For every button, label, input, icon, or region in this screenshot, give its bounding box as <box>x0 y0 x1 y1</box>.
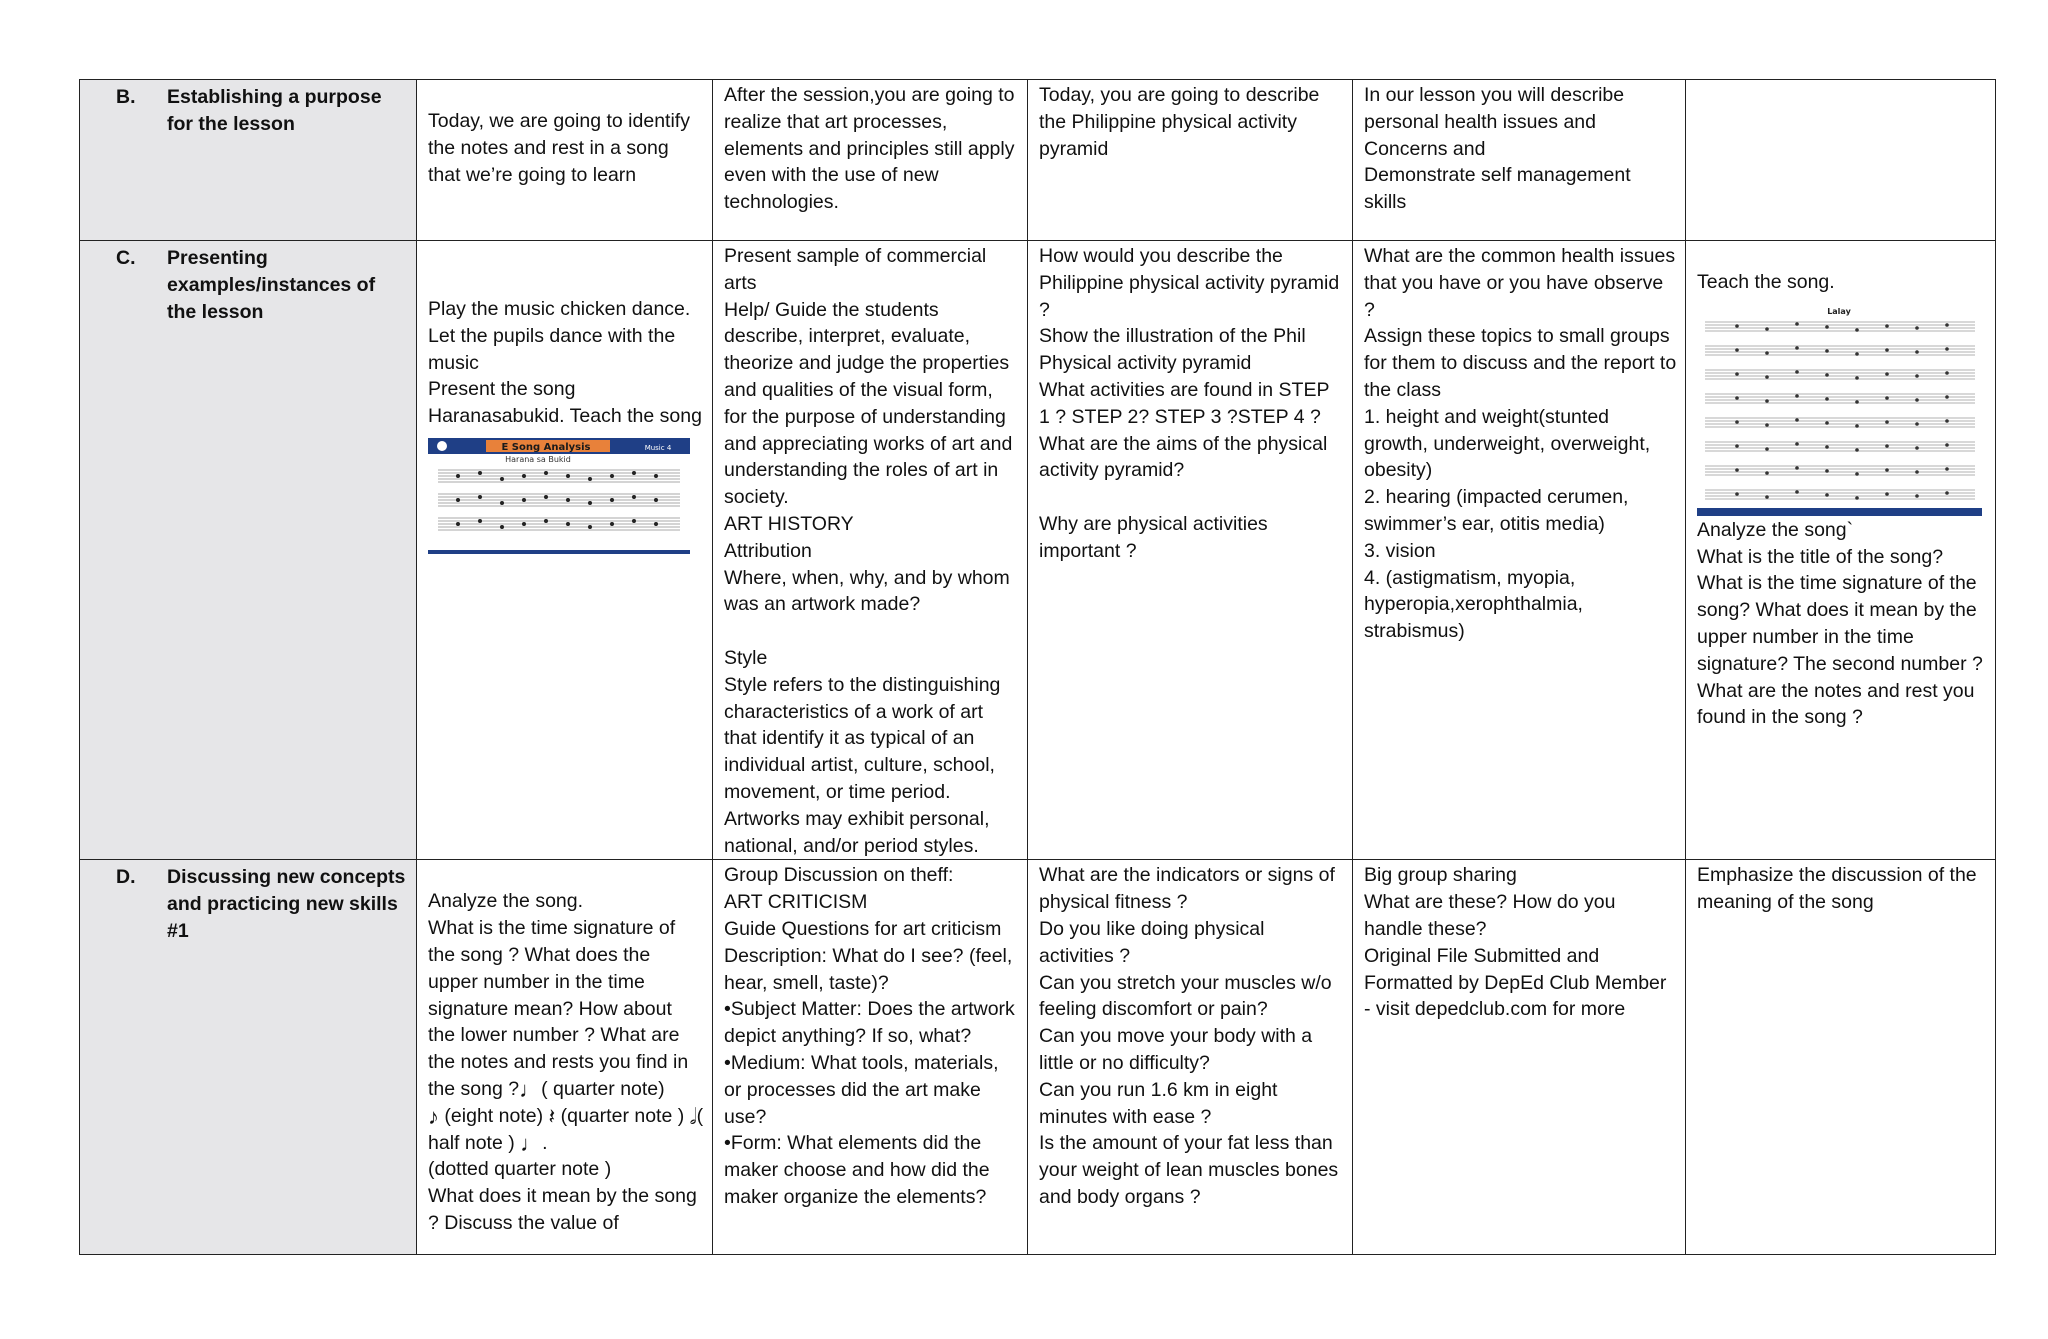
sheet-tag: Music 4 <box>644 443 672 452</box>
cell-text <box>417 860 712 1236</box>
row-label: Presenting examples/instances of the lesson <box>167 247 376 323</box>
row-letter: B. <box>116 86 136 108</box>
quarter-note-icon: ♩ <box>519 1076 542 1102</box>
row-c-col-4 <box>1353 241 1686 860</box>
cell-text: Today, you are going to describe the Philippine physical activity pyramid <box>1039 84 1320 160</box>
quarter-rest-label: (quarter note ) <box>560 1104 685 1127</box>
quarter-note-label: ( quarter note) <box>541 1077 665 1100</box>
cell-text-intro: Analyze the song. What is the time signature of the song ? What does the upper number in the time signature mean? How about the lower number ? What are the notes and rests you find in the song ? <box>428 890 689 1100</box>
cell-text <box>1686 80 1995 82</box>
cell-text-outro: What does it mean by the song ? Discuss the value of <box>428 1185 697 1234</box>
cell-text: After the session,you are going to realize that art processes, elements and principles still apply even with the use of new technologies. <box>724 84 1015 214</box>
row-b-label-cell <box>80 80 417 241</box>
sheet-banner: E Song Analysis <box>501 441 591 453</box>
dot-mark: . <box>542 1131 548 1154</box>
row-letter: C. <box>116 247 136 269</box>
row-letter: D. <box>116 866 136 889</box>
row-d-col-4 <box>1353 860 1686 1255</box>
lalay-sheet-image <box>1697 302 1982 517</box>
cell-text: Emphasize the discussion of the meaning of the song <box>1697 864 1977 914</box>
row-b <box>80 80 1996 241</box>
row-c-col-5 <box>1686 241 1996 860</box>
row-d-label-cell <box>80 860 417 1255</box>
song-analysis-sheet-image <box>428 438 690 558</box>
row-c-col-3 <box>1028 241 1353 860</box>
half-note-icon: 𝅗𝅥 <box>689 1103 697 1129</box>
row-b-col-4 <box>1353 80 1686 241</box>
row-b-col-3 <box>1028 80 1353 241</box>
cell-text: How would you describe the Philippine physical activity pyramid ? Show the illustration of the Phil Physical activity pyramid What activities are found in STEP 1 ? STEP 2? STEP 3 ?STEP 4 ? What are the aims of the physical activity pyramid? Why are physical activities important ? <box>1039 245 1340 562</box>
cell-text: Analyze the song` What is the title of the song? What is the time signature of the song? What does it mean by the upper number in the time signature? The second number ? What are the notes and rest you found in the song ? <box>1697 518 1983 729</box>
cell-text: What are the common health issues that you have or you have observe ? Assign these topics to small groups for them to discuss and the report to the class 1. height and weight(stunted growth, underweight, overweight, obesity) 2. hearing (impacted cerumen, swimmer’s ear, otitis media) 3. vision 4. (astigmatism, myopia, hyperopia,xerophthalmia, strabismus) <box>1364 245 1677 643</box>
row-d-col-3 <box>1028 860 1353 1255</box>
cell-text: What are the indicators or signs of physical fitness ? Do you like doing physical activities ? Can you stretch your muscles w/o feeling discomfort or pain? Can you move your body with a little or no difficulty? Can you run 1.6 km in eight minutes with ease ? Is the amount of your fat less than your weight of lean muscles bones and body organs ? <box>1039 864 1339 1208</box>
cell-text: In our lesson you will describe personal health issues and Concerns and Demonstrate self management skills <box>1364 84 1631 214</box>
row-c-col-1 <box>417 241 713 860</box>
lalay-title: Lalay <box>1827 306 1851 316</box>
row-c-label-cell <box>80 241 417 860</box>
half-note-label: ( half note ) <box>428 1104 704 1154</box>
row-d-col-5 <box>1686 860 1996 1255</box>
row-d <box>80 860 1996 1255</box>
row-b-col-5 <box>1686 80 1996 241</box>
cell-text: Present sample of commercial arts Help/ Guide the students describe, interpret, evaluate, theorize and judge the properties and qualities of the visual form, for the purpose of understanding and appreciating works of art and understanding the roles of art in society. ART HISTORY Attribution Where, when, why, and by whom was an artwork made? Style Style refers to the distinguishing characteristics of a work of art that identify it as typical of an individual artist, culture, school, movement, or time period. Artworks may exhibit personal, national, and/or period styles. <box>724 245 1013 857</box>
row-b-col-2 <box>713 80 1028 241</box>
cell-text: Today, we are going to identify the notes and rest in a song that we’re going to learn <box>428 110 690 186</box>
dotted-quarter-label: (dotted quarter note ) <box>428 1158 612 1181</box>
dotted-quarter-note-icon: ♩ <box>520 1130 543 1156</box>
row-d-col-2 <box>713 860 1028 1255</box>
lesson-plan-table <box>79 79 1996 1255</box>
row-c-col-2 <box>713 241 1028 860</box>
row-label: Discussing new concepts and practicing new skills #1 <box>167 866 406 942</box>
cell-text: Big group sharing What are these? How do you handle these? Original File Submitted and Formatted by DepEd Club Member - visit depedclub.com for more <box>1364 864 1667 1021</box>
cell-text: Group Discussion on theff: ART CRITICISM Guide Questions for art criticism Description: What do I see? (feel, hear, smell, taste)? •Subject Matter: Does the artwork depict anything? If so, what? •Medium: What tools, materials, or processes did the art make use? •Form: What elements did the maker choose and how did the maker organize the elements? <box>724 864 1015 1208</box>
row-c <box>80 241 1996 860</box>
cell-text: Teach the song. <box>1697 271 1835 293</box>
row-b-col-1 <box>417 80 713 241</box>
cell-text: Play the music chicken dance. Let the pupils dance with the music Present the song Haranasabukid. Teach the song <box>428 298 702 428</box>
eighth-note-icon: ♪ <box>428 1103 439 1129</box>
row-label: Establishing a purpose for the lesson <box>167 86 382 135</box>
quarter-rest-icon: 𝄽 <box>548 1103 556 1129</box>
sheet-song-title: Harana sa Bukid <box>505 454 571 464</box>
row-d-col-1 <box>417 860 713 1255</box>
eighth-note-label: (eight note) <box>444 1104 544 1127</box>
